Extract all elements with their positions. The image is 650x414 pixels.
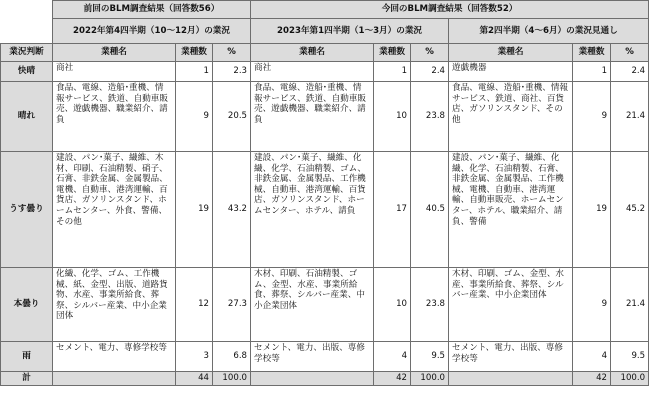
prev-industries: 建設、パン･菓子、繊維、木材、印刷、石油精製、硝子、石膏、非鉄金属、金属製品、電機、自動車、港湾運輸、百貨店、ガソリンスタンド、ホームセンター、外食、警備、その他: [53, 152, 176, 268]
count-column-header: 業種数: [374, 44, 411, 62]
status-label: うす曇り: [1, 152, 53, 268]
status-label: 本曇り: [1, 268, 53, 342]
prev-pct: 20.5: [213, 82, 251, 152]
next-count: 9: [573, 268, 611, 342]
next-pct: 45.2: [611, 152, 649, 268]
pct-column-header: %: [411, 44, 449, 62]
status-column-header: 業況判断: [1, 44, 53, 62]
table-row: [1, 82, 649, 152]
next-pct: 9.5: [611, 342, 649, 372]
industry-column-header: 業種名: [53, 44, 176, 62]
curr-pct: 2.4: [411, 62, 449, 82]
next-count: 4: [573, 342, 611, 372]
curr-total-pct: 100.0: [411, 372, 449, 386]
prev-count: 1: [176, 62, 213, 82]
next-industries: 遊戯機器: [449, 62, 573, 82]
curr-pct: 40.5: [411, 152, 449, 268]
next-total-pct: 100.0: [611, 372, 649, 386]
corner-blank: [1, 1, 53, 44]
total-row: [1, 372, 649, 386]
next-period-header: 第2四半期（4～6月）の業況見通し: [449, 19, 649, 44]
next-pct: 2.4: [611, 62, 649, 82]
next-count: 19: [573, 152, 611, 268]
prev-period-header: 2022年第4四半期（10～12月）の業況: [53, 19, 251, 44]
curr-industries: セメント、電力、出版、専修学校等: [251, 342, 374, 372]
prev-total-count: 44: [176, 372, 213, 386]
prev-industries: 商社: [53, 62, 176, 82]
curr-pct: 23.8: [411, 82, 449, 152]
status-label: 晴れ: [1, 82, 53, 152]
prev-count: 9: [176, 82, 213, 152]
curr-industries: 建設、パン･菓子、繊維、化繊、化学、石油精製、ゴム、非鉄金属、金属製品、工作機械、自動車、港湾運輸、百貨店、ガソリンスタンド、ホームセンター、ホテル、請負: [251, 152, 374, 268]
table-row: [1, 268, 649, 342]
curr-pct: 9.5: [411, 342, 449, 372]
next-total-count: 42: [573, 372, 611, 386]
status-label: 快晴: [1, 62, 53, 82]
prev-count: 19: [176, 152, 213, 268]
next-industries: 建設、パン･菓子、繊維、化繊、化学、石油精製、石膏、非鉄金属、金属製品、工作機械、電機、自動車、港湾運輸、自動車販売、ホームセンター、ホテル、職業紹介、請負、警備: [449, 152, 573, 268]
curr-total-count: 42: [374, 372, 411, 386]
industry-column-header: 業種名: [449, 44, 573, 62]
curr-pct: 23.8: [411, 268, 449, 342]
table-row: [1, 342, 649, 372]
prev-total-pct: 100.0: [213, 372, 251, 386]
next-count: 9: [573, 82, 611, 152]
curr-count: 10: [374, 82, 411, 152]
total-blank: [53, 372, 176, 386]
curr-period-header: 2023年第1四半期（1～3月）の業況: [251, 19, 449, 44]
curr-count: 17: [374, 152, 411, 268]
prev-pct: 43.2: [213, 152, 251, 268]
table-row: [1, 152, 649, 268]
curr-count: 4: [374, 342, 411, 372]
next-industries: 食品、電線、造船･重機、情報サービス、鉄道、商社、百貨店、ガソリンスタンド、その他: [449, 82, 573, 152]
curr-industries: 食品、電線、造船･重機、情報サービス、鉄道、自動車販売、遊戯機器、職業紹介、請負: [251, 82, 374, 152]
prev-count: 3: [176, 342, 213, 372]
next-pct: 21.4: [611, 82, 649, 152]
curr-count: 10: [374, 268, 411, 342]
total-blank: [251, 372, 374, 386]
next-industries: セメント、電力、出版、専修学校等: [449, 342, 573, 372]
prev-pct: 27.3: [213, 268, 251, 342]
next-pct: 21.4: [611, 268, 649, 342]
next-industries: 木材、印刷、ゴム、金型、水産、事業所給食、葬祭、シルバー産業、中小企業団体: [449, 268, 573, 342]
curr-industries: 商社: [251, 62, 374, 82]
curr-count: 1: [374, 62, 411, 82]
curr-survey-header: 今回のBLM調査結果（回答数52）: [251, 1, 649, 19]
status-label: 雨: [1, 342, 53, 372]
next-count: 1: [573, 62, 611, 82]
prev-pct: 2.3: [213, 62, 251, 82]
pct-column-header: %: [611, 44, 649, 62]
prev-industries: 化繊、化学、ゴム、工作機械、紙、金型、出版、道路貨物、水産、事業所給食、葬祭、シルバー産業、中小企業団体: [53, 268, 176, 342]
prev-survey-header: 前回のBLM調査結果（回答数56）: [53, 1, 251, 19]
prev-pct: 6.8: [213, 342, 251, 372]
industry-column-header: 業種名: [251, 44, 374, 62]
table-row: [1, 62, 649, 82]
count-column-header: 業種数: [176, 44, 213, 62]
prev-count: 12: [176, 268, 213, 342]
total-blank: [449, 372, 573, 386]
prev-industries: 食品、電線、造船･重機、情報サービス、鉄道、自動車販売、遊戯機器、職業紹介、請負: [53, 82, 176, 152]
total-label: 計: [1, 372, 53, 386]
curr-industries: 木材、印刷、石油精製、ゴム、金型、水産、事業所給食、葬祭、シルバー産業、中小企業団体: [251, 268, 374, 342]
pct-column-header: %: [213, 44, 251, 62]
prev-industries: セメント、電力、専修学校等: [53, 342, 176, 372]
count-column-header: 業種数: [573, 44, 611, 62]
